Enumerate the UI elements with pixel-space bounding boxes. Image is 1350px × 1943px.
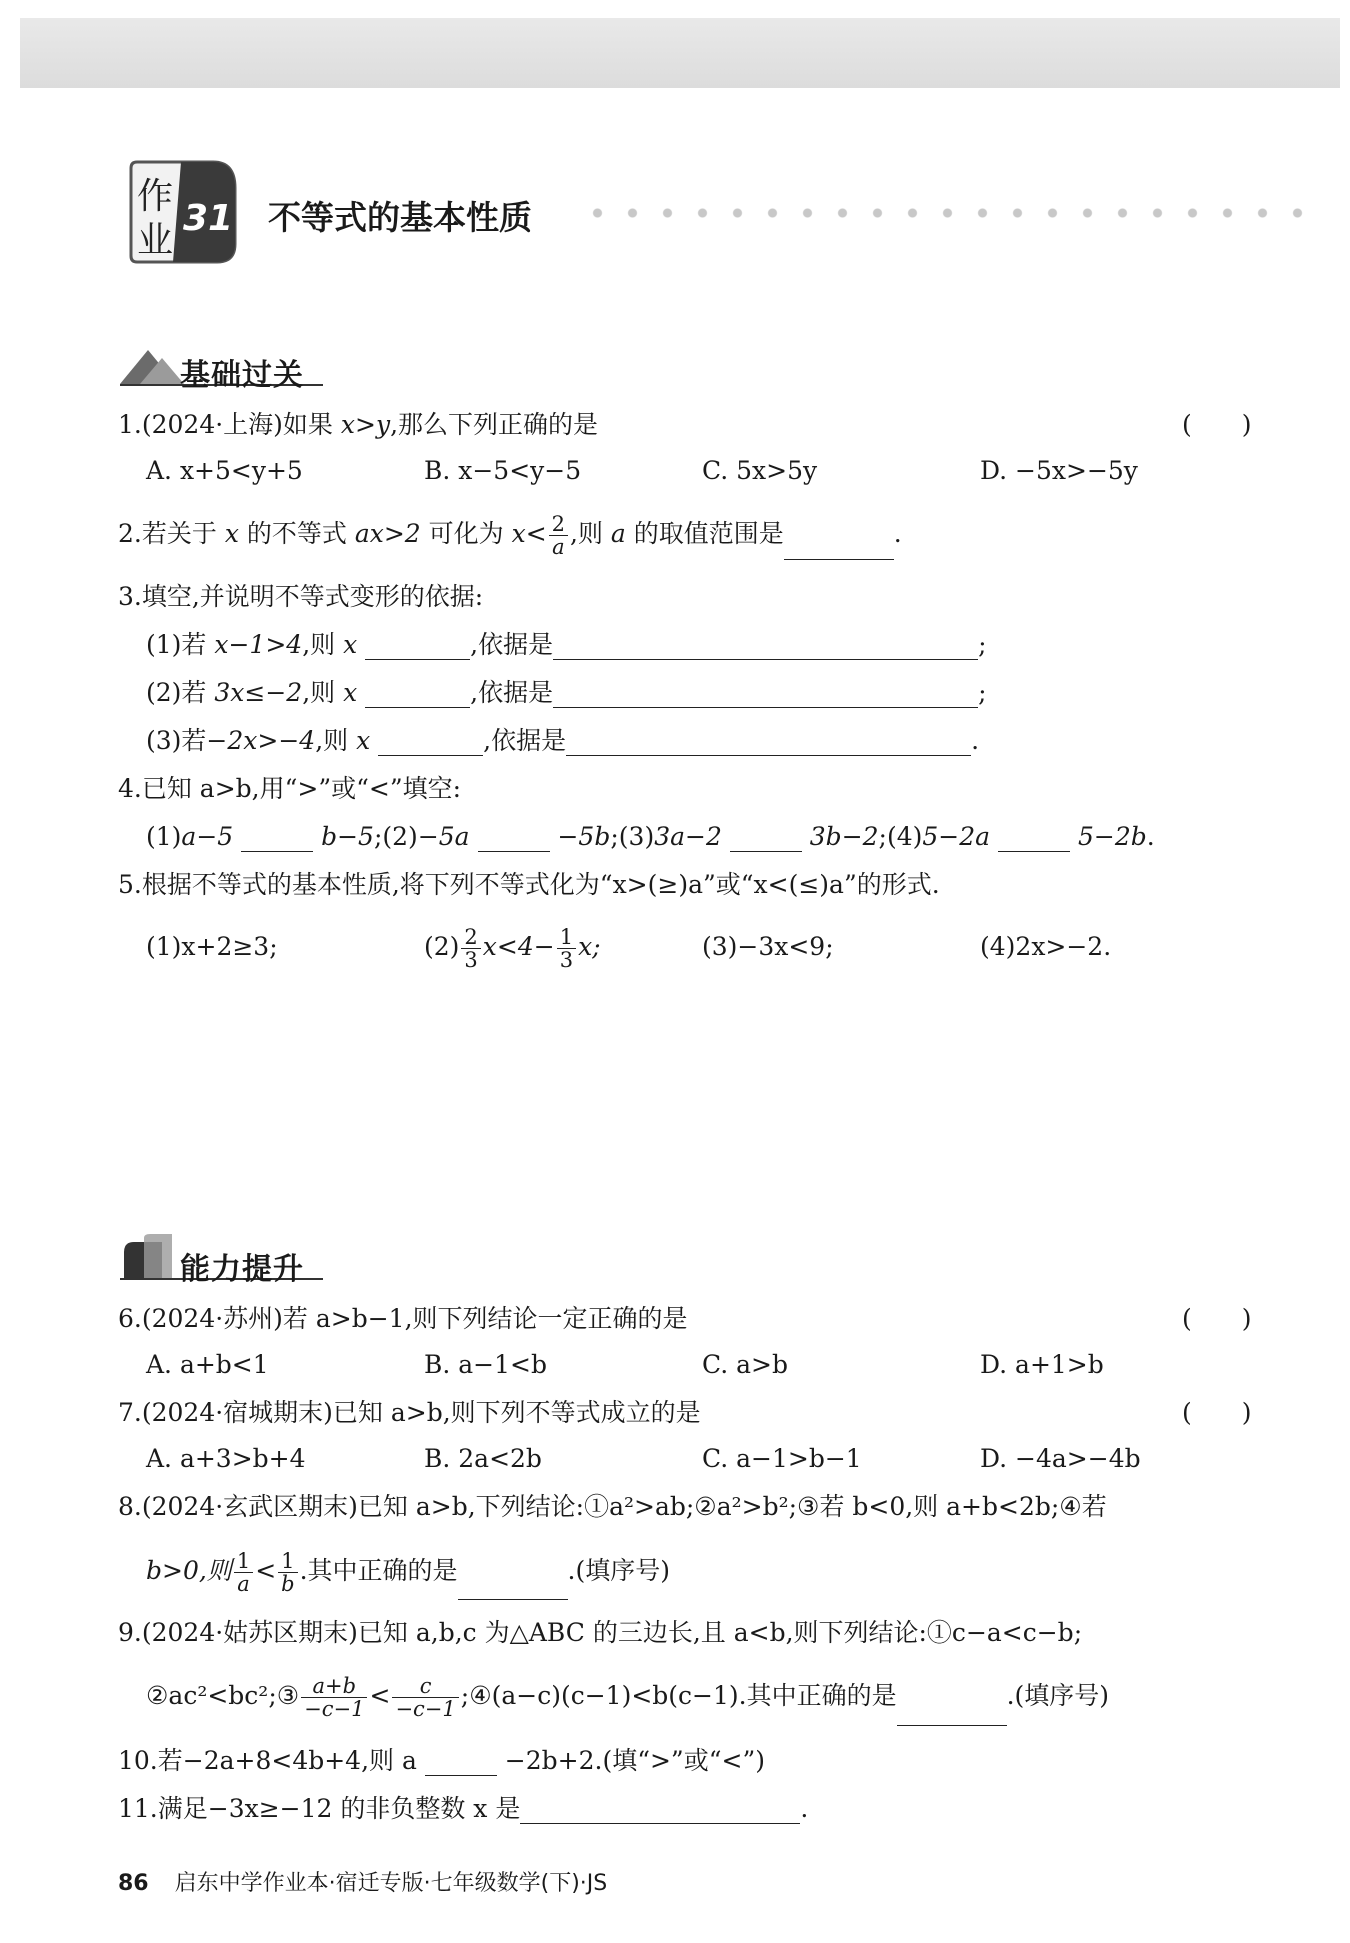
q1-option-c[interactable]: C. 5x>5y xyxy=(702,456,818,485)
q5-2-frac-1 xyxy=(461,926,480,971)
q3-3-pre: (3)若 xyxy=(146,726,207,755)
q4-2-sep: ; xyxy=(610,822,619,851)
q9-frac-2 xyxy=(392,1675,458,1720)
q2-var-x: x xyxy=(224,519,239,548)
q8-frac-1 xyxy=(234,1550,253,1595)
q4-1-sep: ; xyxy=(373,822,383,851)
q2-text-4: ,则 xyxy=(570,519,611,548)
q3-item-3 xyxy=(146,726,979,756)
q8-lt: < xyxy=(255,1556,277,1585)
q9-answer-blank[interactable] xyxy=(897,1701,1007,1726)
book-title: 启东中学作业本·宿迁专版·七年级数学(下)·JS xyxy=(174,1871,608,1896)
q11-end: . xyxy=(800,1794,809,1823)
q3-3-blank-result[interactable] xyxy=(378,731,483,756)
q3-stem: 3.填空,并说明不等式变形的依据: xyxy=(118,582,484,611)
q11-line xyxy=(118,1794,808,1824)
q3-3-blank-basis[interactable] xyxy=(566,731,971,756)
q1-answer-paren[interactable]: ( ) xyxy=(1182,410,1252,439)
q3-item-2 xyxy=(146,678,987,708)
q3-1-pre: (1)若 xyxy=(146,630,215,659)
q3-1-expr: x−1>4 xyxy=(214,630,303,659)
q3-item-1 xyxy=(146,630,987,660)
q3-3-mid: ,则 xyxy=(315,726,357,755)
q8-line-2 xyxy=(146,1542,670,1600)
q10-answer-blank[interactable] xyxy=(425,1751,497,1776)
q4-4-blank[interactable] xyxy=(998,827,1070,852)
q6-answer-paren[interactable]: ( ) xyxy=(1182,1304,1252,1333)
page-title: 不等式的基本性质 xyxy=(268,198,532,237)
q2-answer-blank[interactable] xyxy=(784,535,894,560)
q1-var-x: x xyxy=(340,410,355,439)
q9-lt: < xyxy=(369,1681,391,1710)
q5-2-f2-den: 3 xyxy=(559,948,574,972)
q3-1-basis-label: ,依据是 xyxy=(470,630,554,659)
q9-line-1: 9.(2024·姑苏区期末)已知 a,b,c 为△ABC 的三边长,且 a<b,则下列结论:①c−a<c−b; xyxy=(118,1618,1083,1647)
q7-option-d[interactable]: D. −4a>−4b xyxy=(980,1444,1141,1473)
q9-end: .(填序号) xyxy=(1006,1681,1110,1710)
q3-1-blank-result[interactable] xyxy=(365,635,470,660)
q7-option-a[interactable]: A. a+3>b+4 xyxy=(146,1444,306,1473)
badge-char-1: 作 xyxy=(137,176,174,217)
q7-stem: 7.(2024·宿城期末)已知 a>b,则下列不等式成立的是 xyxy=(118,1398,701,1427)
q4-3-left: 3a−2 xyxy=(654,822,722,851)
q1-option-d[interactable]: D. −5x>−5y xyxy=(980,456,1138,485)
homework-badge xyxy=(125,158,241,266)
q2-x-less: x< xyxy=(511,519,547,548)
q7-option-b[interactable]: B. 2a<2b xyxy=(424,1444,542,1473)
q3-3-expr: −2x>−4 xyxy=(206,726,316,755)
section-advanced-title: 能力提升 xyxy=(180,1252,304,1287)
q4-4-sep: . xyxy=(1146,822,1155,851)
q4-3-right: 3b−2 xyxy=(809,822,879,851)
q8-end: .(填序号) xyxy=(567,1556,671,1585)
q8-line-1: 8.(2024·玄武区期末)已知 a>b,下列结论:①a²>ab;②a²>b²;③若 b<0,则 a+b<2b;④若 xyxy=(118,1492,1107,1521)
q1-stem xyxy=(118,410,598,440)
q2-text-2: 的不等式 xyxy=(238,519,355,548)
q9-pre: ②ac²<bc²;③ xyxy=(146,1681,300,1710)
q4-1-left: a−5 xyxy=(181,822,234,851)
q5-2-label: (2) xyxy=(424,932,460,961)
q5-2-frac-2 xyxy=(557,926,576,971)
q6-option-b[interactable]: B. a−1<b xyxy=(424,1350,547,1379)
q11-pre: 11.满足−3x≥−12 的非负整数 x 是 xyxy=(118,1794,521,1823)
q8-answer-blank[interactable] xyxy=(458,1575,568,1600)
q5-2-f1-num: 2 xyxy=(461,926,480,949)
q9-f1-den: −c−1 xyxy=(304,1697,365,1721)
q3-2-mid: ,则 xyxy=(302,678,344,707)
scan-top-band xyxy=(20,18,1340,88)
q4-4-right: 5−2b xyxy=(1077,822,1147,851)
q3-2-var: x xyxy=(343,678,358,707)
q5-item-4: (4)2x>−2. xyxy=(980,932,1112,961)
q5-2-f2-num: 1 xyxy=(557,926,576,949)
q8-f2-den: b xyxy=(281,1572,295,1596)
q4-3-blank[interactable] xyxy=(730,827,802,852)
q1-stem-rest: ,那么下列正确的是 xyxy=(390,410,599,439)
q5-stem: 5.根据不等式的基本性质,将下列不等式化为“x>(≥)a”或“x<(≤)a”的形式. xyxy=(118,870,940,899)
q3-2-end: ; xyxy=(978,678,987,707)
q5-item-1: (1)x+2≥3; xyxy=(146,932,278,961)
q2-line xyxy=(118,508,902,560)
q10-post: −2b+2.(填“>”或“<”) xyxy=(504,1746,765,1775)
q4-2-right: −5b xyxy=(557,822,611,851)
q6-option-a[interactable]: A. a+b<1 xyxy=(146,1350,269,1379)
q6-option-d[interactable]: D. a+1>b xyxy=(980,1350,1104,1379)
q3-1-mid: ,则 xyxy=(302,630,344,659)
q4-stem: 4.已知 a>b,用“>”或“<”填空: xyxy=(118,774,462,803)
q3-2-pre: (2)若 xyxy=(146,678,215,707)
q4-4-label: (4) xyxy=(886,822,923,851)
q8-mid: .其中正确的是 xyxy=(299,1556,458,1585)
q7-answer-paren[interactable]: ( ) xyxy=(1182,1398,1252,1427)
q4-1-blank[interactable] xyxy=(241,827,313,852)
page-number: 86 xyxy=(118,1871,149,1896)
q3-2-expr: 3x≤−2 xyxy=(214,678,303,707)
q1-option-b[interactable]: B. x−5<y−5 xyxy=(424,456,582,485)
q8-pre: b>0,则 xyxy=(146,1556,232,1585)
q3-3-var: x xyxy=(356,726,371,755)
q9-mid: ;④(a−c)(c−1)<b(c−1).其中正确的是 xyxy=(460,1681,897,1710)
title-dot-rule xyxy=(580,208,1320,218)
q4-2-blank[interactable] xyxy=(478,827,550,852)
badge-number: 31 xyxy=(183,198,234,239)
q9-f2-den: −c−1 xyxy=(395,1697,456,1721)
q1-stem-number: 1.(2024·上海)如果 xyxy=(118,410,341,439)
q2-text-1: 2.若关于 xyxy=(118,519,225,548)
q2-frac-num: 2 xyxy=(549,513,568,536)
q4-1-right: b−5 xyxy=(321,822,374,851)
q4-1-label: (1) xyxy=(146,822,182,851)
q4-3-sep: ; xyxy=(878,822,887,851)
q4-4-left: 5−2a xyxy=(922,822,991,851)
q6-stem: 6.(2024·苏州)若 a>b−1,则下列结论一定正确的是 xyxy=(118,1304,688,1333)
q5-2-f1-den: 3 xyxy=(464,948,478,972)
q9-f2-num: c xyxy=(392,1675,458,1698)
q4-2-left: −5a xyxy=(417,822,470,851)
q6-option-c[interactable]: C. a>b xyxy=(702,1350,788,1379)
q5-2-mid: x<4− xyxy=(482,932,555,961)
q4-items xyxy=(146,822,1155,852)
q3-3-basis-label: ,依据是 xyxy=(483,726,567,755)
page-footer xyxy=(118,1866,607,1897)
q9-frac-1 xyxy=(301,1675,367,1720)
q4-2-label: (2) xyxy=(382,822,418,851)
section-basic-title: 基础过关 xyxy=(180,358,304,393)
q2-text-5: 的取值范围是 xyxy=(625,519,784,548)
q2-inequality: ax>2 xyxy=(354,519,421,548)
q4-3-label: (3) xyxy=(618,822,655,851)
q3-1-end: ; xyxy=(978,630,987,659)
q2-frac-den: a xyxy=(552,535,565,559)
q1-gt: > xyxy=(355,410,376,439)
q3-2-blank-result[interactable] xyxy=(365,683,470,708)
q3-2-blank-basis[interactable] xyxy=(553,683,978,708)
q5-2-end: x; xyxy=(578,932,601,961)
q3-1-var: x xyxy=(343,630,358,659)
q10-line xyxy=(118,1746,765,1776)
q3-2-basis-label: ,依据是 xyxy=(470,678,554,707)
q10-pre: 10.若−2a+8<4b+4,则 a xyxy=(118,1746,417,1775)
q1-var-y: y xyxy=(375,410,391,439)
q8-f1-num: 1 xyxy=(234,1550,253,1573)
q7-option-c[interactable]: C. a−1>b−1 xyxy=(702,1444,862,1473)
q9-f1-num: a+b xyxy=(301,1675,367,1698)
q11-answer-blank[interactable] xyxy=(520,1799,800,1824)
q1-option-a[interactable]: A. x+5<y+5 xyxy=(146,456,303,485)
q3-3-end: . xyxy=(971,726,980,755)
q8-f1-den: a xyxy=(237,1572,250,1596)
q5-item-2 xyxy=(424,918,601,976)
q9-line-2 xyxy=(146,1666,1109,1726)
q2-text-3: 可化为 xyxy=(420,519,512,548)
q8-f2-num: 1 xyxy=(278,1550,297,1573)
q2-fraction xyxy=(549,513,568,558)
q3-1-blank-basis[interactable] xyxy=(553,635,978,660)
badge-char-2: 业 xyxy=(137,220,174,261)
q2-end: . xyxy=(893,519,902,548)
q2-var-a: a xyxy=(610,519,626,548)
q5-item-3: (3)−3x<9; xyxy=(702,932,834,961)
q8-frac-2 xyxy=(278,1550,297,1595)
